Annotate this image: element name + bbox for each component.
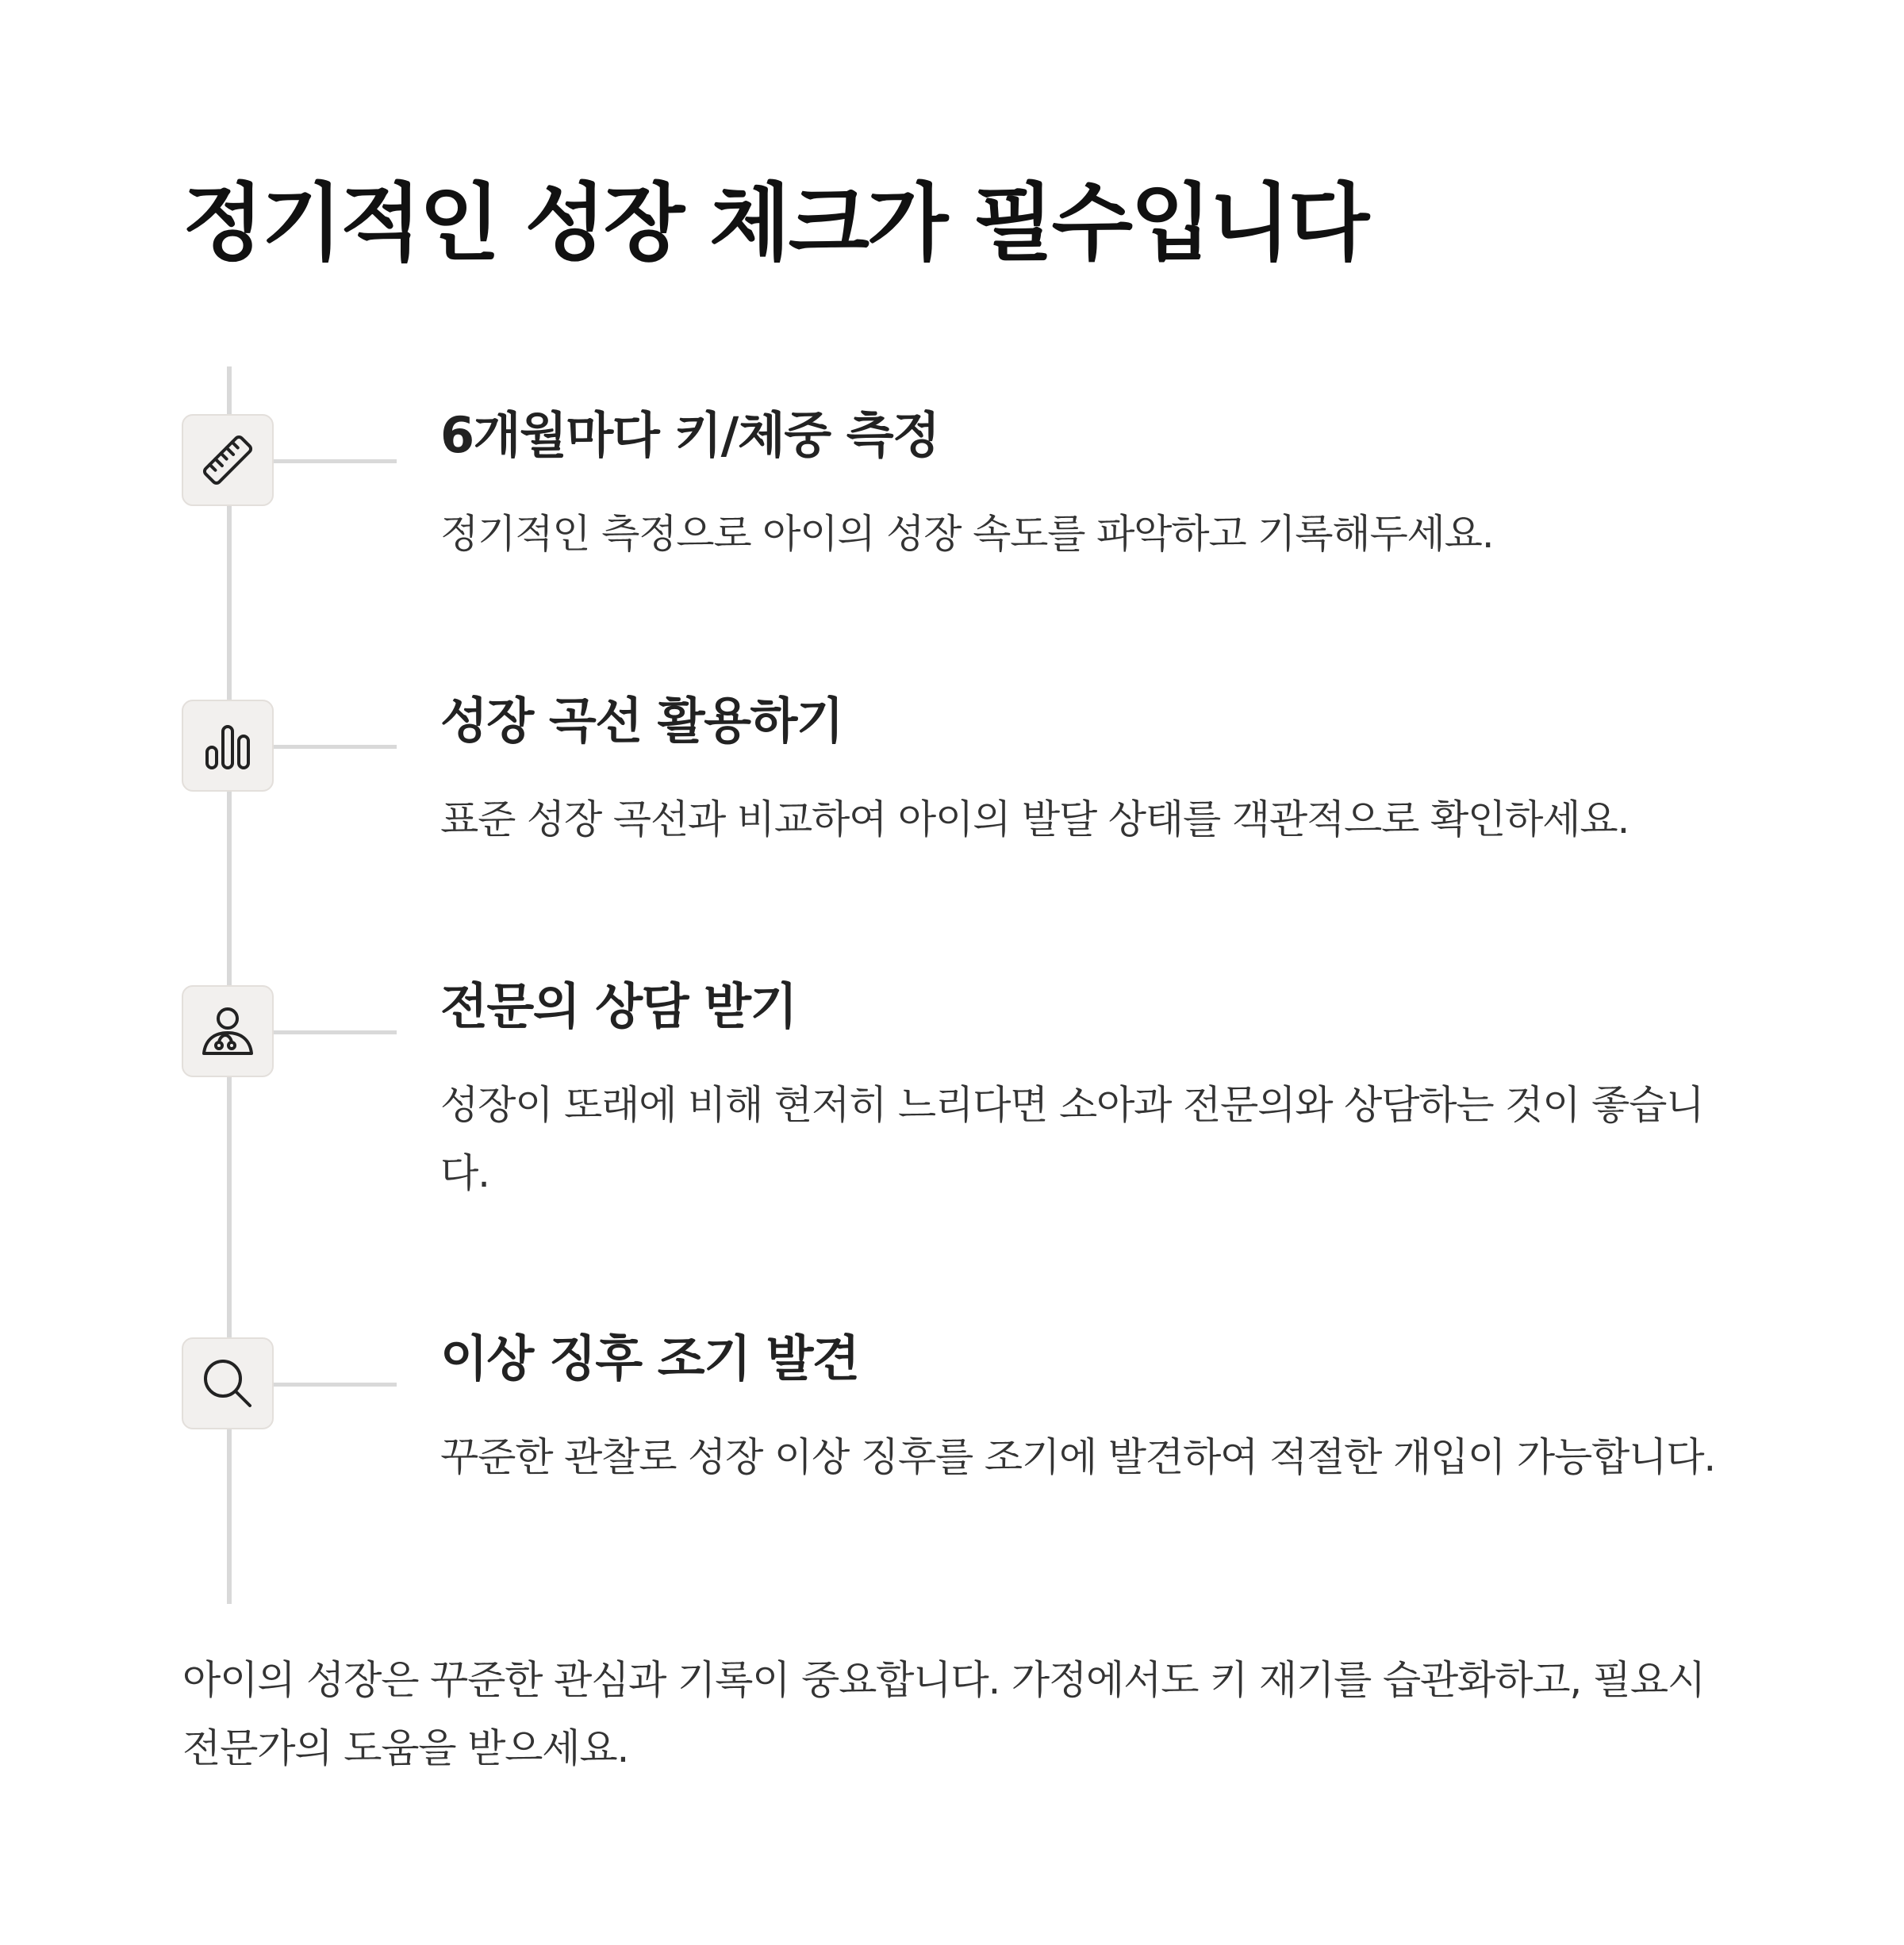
step-description: 성장이 또래에 비해 현저히 느리다면 소아과 전문의와 상담하는 것이 좋습니다. <box>440 1082 1704 1196</box>
step-connector <box>274 745 397 749</box>
step-description: 표준 성장 곡선과 비교하여 아이의 발달 상태를 객관적으로 확인하세요. <box>440 796 1630 842</box>
step-title: 성장 곡선 활용하기 <box>440 692 843 750</box>
ruler-icon <box>196 428 259 492</box>
search-icon-box <box>182 1337 274 1429</box>
step-connector <box>274 1383 397 1387</box>
step-connector <box>274 459 397 463</box>
step-connector <box>274 1030 397 1034</box>
step-description: 꾸준한 관찰로 성장 이상 징후를 조기에 발견하여 적절한 개입이 가능합니다. <box>440 1434 1716 1480</box>
ruler-icon-box <box>182 414 274 506</box>
page-title: 정기적인 성장 체크가 필수입니다 <box>182 175 1368 272</box>
step-title: 6개월마다 키/체중 측정 <box>440 406 939 464</box>
search-icon <box>196 1352 259 1415</box>
step-description: 정기적인 측정으로 아이의 성장 속도를 파악하고 기록해두세요. <box>440 511 1494 557</box>
closing-text: 아이의 성장은 꾸준한 관심과 기록이 중요합니다. 가정에서도 키 재기를 습관화하고, 필요시 전문가의 도움을 받으세요. <box>182 1657 1706 1771</box>
bar-chart-icon-box <box>182 700 274 792</box>
step-title: 이상 징후 조기 발견 <box>440 1329 859 1387</box>
doctor-icon <box>196 999 259 1063</box>
doctor-icon-box <box>182 985 274 1077</box>
bar-chart-icon <box>196 714 259 777</box>
step-title: 전문의 상담 받기 <box>440 977 797 1035</box>
